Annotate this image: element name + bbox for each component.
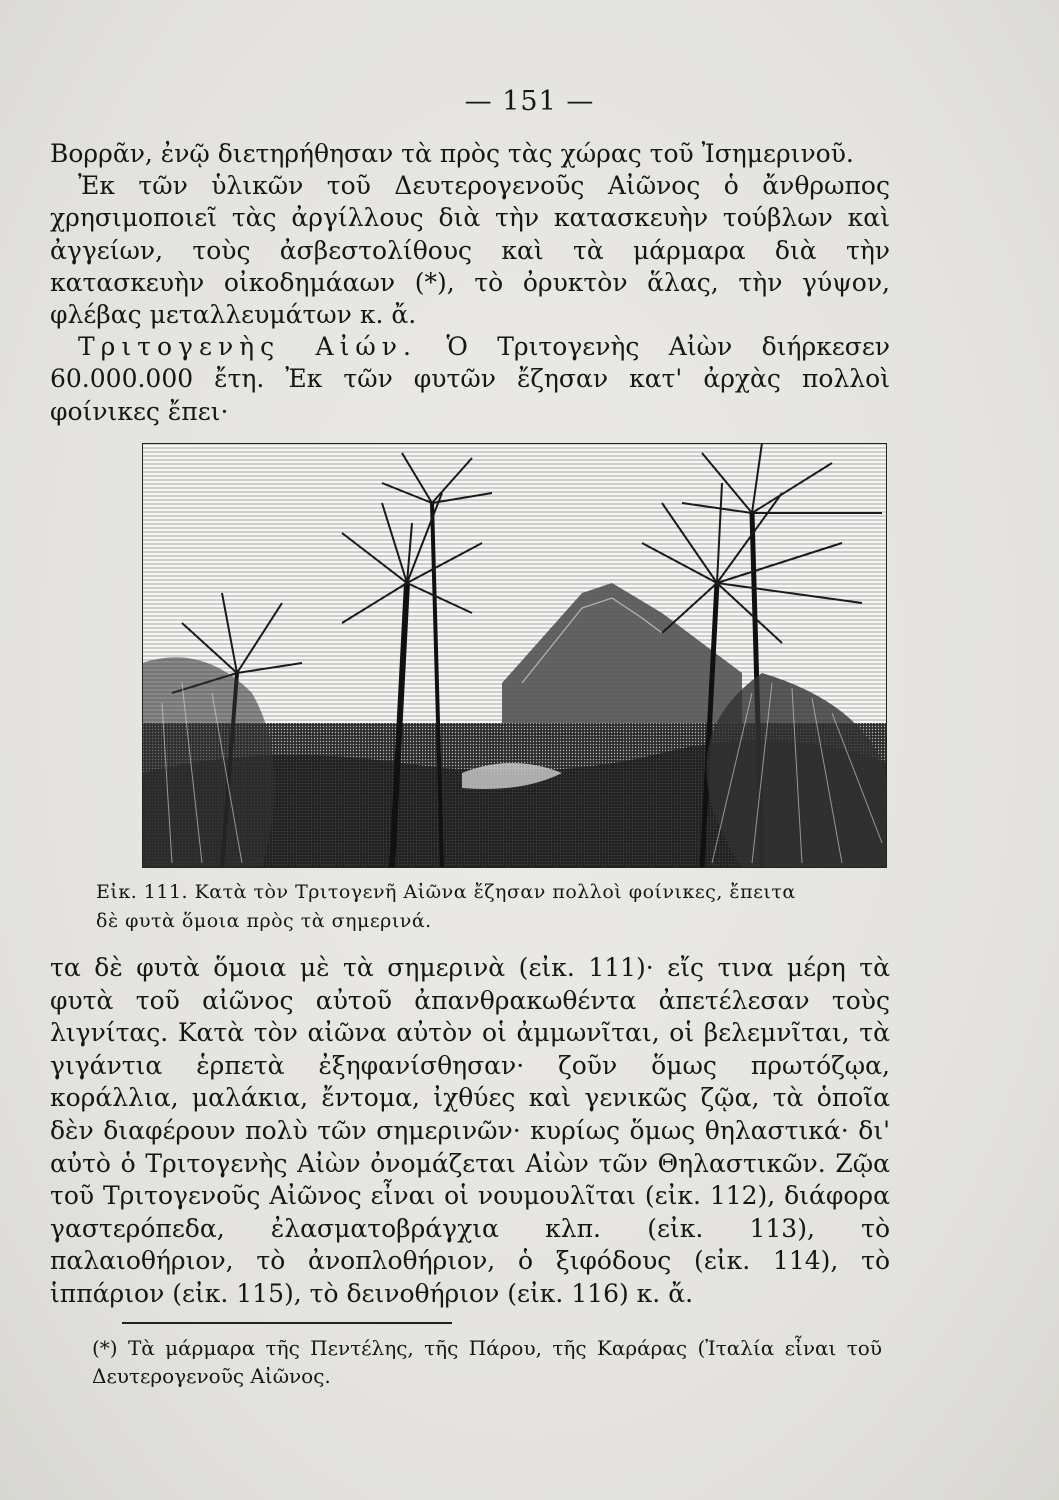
landscape-engraving-illustration (142, 443, 887, 868)
paragraph-continuation: Βορρᾶν, ἐνῷ διετηρήθησαν τὰ πρὸς τὰς χώρας τοῦ Ἰσημερινοῦ. (50, 139, 854, 168)
paragraph-tertiary-continued: τα δὲ φυτὰ ὅμοια μὲ τὰ σημερινὰ (εἰκ. 111)· εἴς τινα μέρη τὰ φυτὰ τοῦ αἰῶνος αὐτοῦ ἀπανθρακωθέντα ἀπετέλεσαν τοὺς λιγνίτας. Κατὰ τὸν αἰῶνα αὐτὸν οἱ ἀμμωνῖται, οἱ βελεμνῖται, τὰ γιγάντια ἑρπετὰ ἐξηφανίσθησαν· ζοῦν ὅμως πρωτόζῳα, κοράλλια, μαλάκια, ἔντομα, ἰχθύες καὶ γενικῶς ζῷα, τὰ ὁποῖα δὲν διαφέρουν πολὺ τῶν σημερινῶν· κυρίως ὅμως θηλαστικά· δι' αὐτὸ ὁ Τριτογενὴς Αἰὼν ὀνομάζεται Αἰὼν τῶν Θηλαστικῶν. Ζῷα τοῦ Τριτογενοῦς Αἰῶνος εἶναι οἱ νουμουλῖται (εἰκ. 112), διάφορα γαστερόπεδα, ἐλασματοβράγχια κλπ. (εἰκ. 113), τὸ παλαιοθήριον, τὸ ἀνοπλοθήριον, ὁ ξιφόδους (εἰκ. 114), τὸ ἱππάριον (εἰκ. 115), τὸ δεινοθήριον (εἰκ. 116) κ. ἄ. (50, 953, 890, 1308)
paragraph-tertiary (50, 331, 890, 428)
footnote (92, 1334, 882, 1390)
paragraph-tertiary-text: Ὁ Τριτογενὴς Αἰὼν διήρκεσεν 60.000.000 ἔτη. Ἐκ τῶν φυτῶν ἔζησαν κατ' ἀρχὰς πολλοὶ φοίνικες ἔπει· (50, 332, 890, 426)
footnote-text: (*) Τὰ μάρμαρα τῆς Πεντέλης, τῆς Πάρου, τῆς Καράρας (Ἰταλία εἶναι τοῦ Δευτερογενοῦς Αἰῶνος. (92, 1336, 882, 1388)
paragraph-materials: Ἐκ τῶν ὑλικῶν τοῦ Δευτερογενοῦς Αἰῶνος ὁ ἄνθρωπος χρησιμοποιεῖ τὰς ἀργίλλους διὰ τὴν κατασκευὴν τούβλων καὶ ἀγγείων, τοὺς ἀσβεστολίθους καὶ τὰ μάρμαρα διὰ τὴν κατασκευὴν οἰκοδημάαων (*), τὸ ὀρυκτὸν ἅλας, τὴν γύψον, φλέβας μεταλλευμάτων κ. ἄ. (50, 171, 890, 330)
caption-line-2: δὲ φυτὰ ὅμοια πρὸς τὰ σημερινά. (96, 910, 432, 932)
figure-tertiary-landscape (142, 443, 887, 868)
bottom-text-block (50, 952, 890, 1311)
footnote-divider (122, 1322, 452, 1324)
top-text-block (50, 138, 890, 428)
section-heading-tertiary: Τριτογενὴς Αἰών. (78, 332, 417, 362)
caption-line-1: Εἰκ. 111. Κατὰ τὸν Τριτογενῆ Αἰῶνα ἔζησαν πολλοὶ φοίνικες, ἔπειτα (96, 881, 796, 903)
figure-caption (96, 878, 891, 936)
page-number: — 151 — (464, 86, 595, 117)
